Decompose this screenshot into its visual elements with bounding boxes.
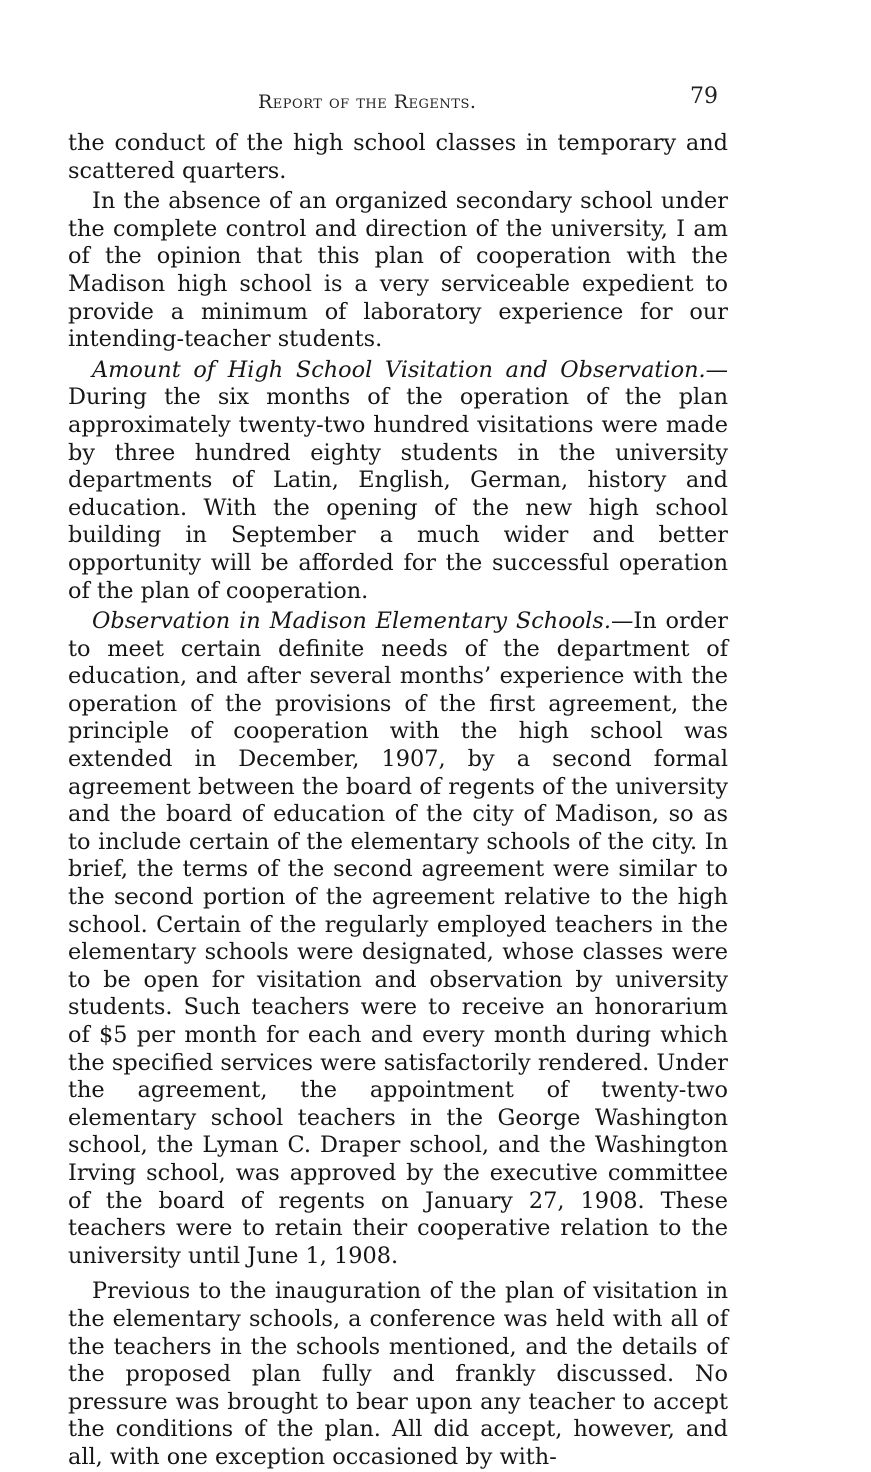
paragraph-3-text: —During the six months of the operation of the plan approximately twenty-two hundred visitations were made by three hundred eighty students in the university departments of Latin, English, German, history and education. With the opening of the new high school building in September a much wider and better opportunity will be afforded for the successful operation of the plan of cooperation.: [68, 356, 728, 604]
page-header: [68, 84, 718, 118]
paragraph-5: Previous to the inauguration of the plan of visitation in the elementary schools, a conference was held with all of the teachers in the schools mentioned, and the details of the proposed plan fully and frankly discussed. No pressure was brought to bear upon any teacher to accept the conditions of the plan. All did accept, however, and all, with one exception occasioned by with-: [68, 1278, 728, 1470]
section-heading-elementary-schools: Observation in Madison Elementary Schools.: [92, 608, 611, 635]
paragraph-3: [68, 357, 728, 605]
section-heading-high-school-visitation: Amount of High School Visitation and Observation.: [92, 356, 706, 383]
paragraph-1: the conduct of the high school classes in temporary and scattered quarters.: [68, 130, 728, 184]
paragraph-4-text: —In order to meet certain definite needs of the department of education, and after several months’ experience with the operation of the provisions of the first agreement, the principle of cooperation with the high school was extended in December, 1907, by a second formal agreement between the board of regents of the university and the board of education of the city of Madison, so as to include certain of the elementary schools of the city. In brief, the terms of the second agreement were similar to the second portion of the agreement relative to the high school. Certain of the regularly employed teachers in the elementary schools were designated, whose classes were to be open for visitation and observation by university students. Such teachers were to receive an honorarium of $5 per month for each and every month during which the specified services were satisfactorily rendered. Under the agreement, the appointment of twenty-two elementary school teachers in the George Washington school, the Lyman C. Draper school, and the Washington Irving school, was approved by the executive committee of the board of regents on January 27, 1908. These teachers were to retain their cooperative relation to the university until June 1, 1908.: [68, 608, 729, 1269]
paragraph-4: [68, 608, 728, 1270]
paragraph-2: In the absence of an organized secondary school under the complete control and direction of the university, I am of the opinion that this plan of cooperation with the Madison high school is a very serviceable expedient to provide a minimum of laboratory experience for our intending-teacher students.: [68, 188, 728, 353]
body-text: [68, 130, 728, 1472]
running-head: Report of the Regents.: [258, 91, 477, 113]
page-number: 79: [690, 84, 718, 109]
